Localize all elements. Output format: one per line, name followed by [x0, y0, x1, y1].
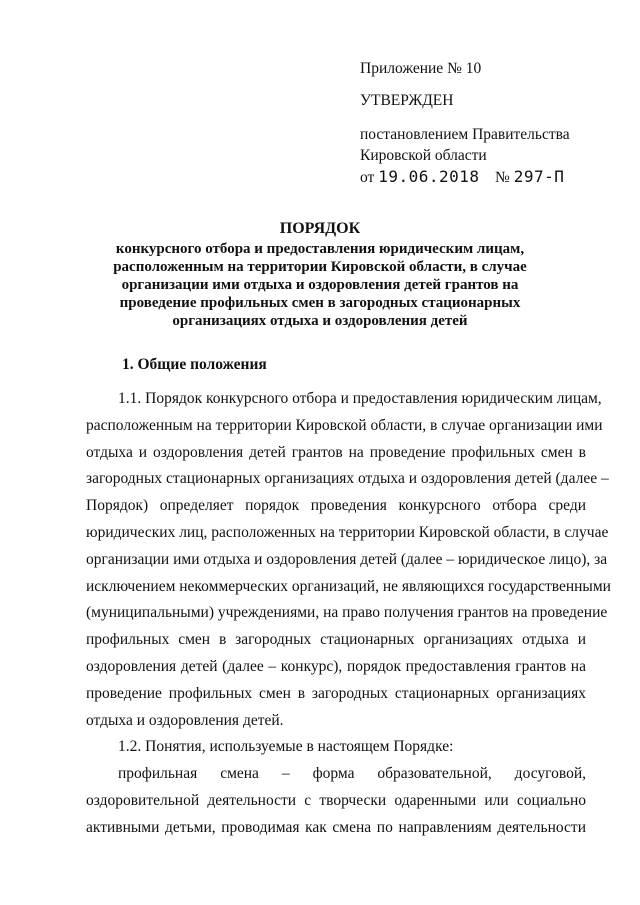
document-title [100, 220, 540, 330]
section-heading: 1. Общие положения [122, 356, 267, 373]
body-line: (муниципальными) учреждениями, на право получения грантов на проведение [86, 604, 608, 622]
body-line: профильных смен в загородных стационарных организациях отдыха и [86, 631, 586, 649]
title-line: конкурсного отбора и предоставления юридическим лицам, [115, 241, 525, 257]
title-line: организации ими отдыха и оздоровления детей грантов на [121, 277, 519, 293]
body-line: исключением некоммерческих организаций, не являющихся государственными [86, 577, 611, 595]
body-text [86, 386, 611, 842]
body-line: расположенным на территории Кировской области, в случае организации ими [86, 416, 603, 434]
body-line: активными детьми, проводимая как смена по направлениям деятельности [86, 818, 586, 836]
from-prefix: от [360, 169, 375, 186]
body-line: профильная смена – форма образовательной, досуговой, [118, 765, 586, 783]
title-line: организациях отдыха и оздоровления детей [172, 313, 468, 329]
title-main: ПОРЯДОК [279, 220, 361, 237]
title-line: проведение профильных смен в загородных стационарных [119, 295, 521, 311]
title-line: расположенным на территории Кировской области, в случае [113, 259, 527, 275]
decree-date-number [360, 166, 620, 188]
body-line: организации ими отдыха и оздоровления детей (далее – юридическое лицо), за [86, 550, 608, 568]
body-line: Порядок) определяет порядок проведения конкурсного отбора среди [86, 497, 586, 515]
body-line: 1.2. Понятия, используемые в настоящем Порядке: [118, 738, 454, 756]
body-line: юридических лиц, расположенных на территории Кировской области, в случае [86, 523, 609, 541]
body-line: загородных стационарных организациях отдыха и оздоровления детей (далее – [86, 470, 609, 488]
number-prefix: № [495, 169, 510, 186]
approval-block [360, 58, 620, 188]
appendix-number: Приложение № 10 [360, 60, 482, 77]
decree-line-2: Кировской области [360, 147, 487, 164]
body-line: оздоровительной деятельности с творчески одаренными или социально [86, 791, 586, 809]
body-line: проведение профильных смен в загородных стационарных организациях [86, 684, 586, 702]
approved-label: УТВЕРЖДЕН [360, 92, 454, 109]
decree-line-1: постановлением Правительства [360, 126, 570, 143]
body-line: 1.1. Порядок конкурсного отбора и предоставления юридическим лицам, [118, 390, 602, 407]
handwritten-number: 297-П [513, 167, 565, 186]
handwritten-date: 19.06.2018 [378, 167, 480, 186]
body-line: отдыха и оздоровления детей грантов на проведение профильных смен в [86, 443, 586, 461]
body-line: оздоровления детей (далее – конкурс), порядок предоставления грантов на [86, 657, 586, 675]
body-line: отдыха и оздоровления детей. [86, 711, 284, 729]
